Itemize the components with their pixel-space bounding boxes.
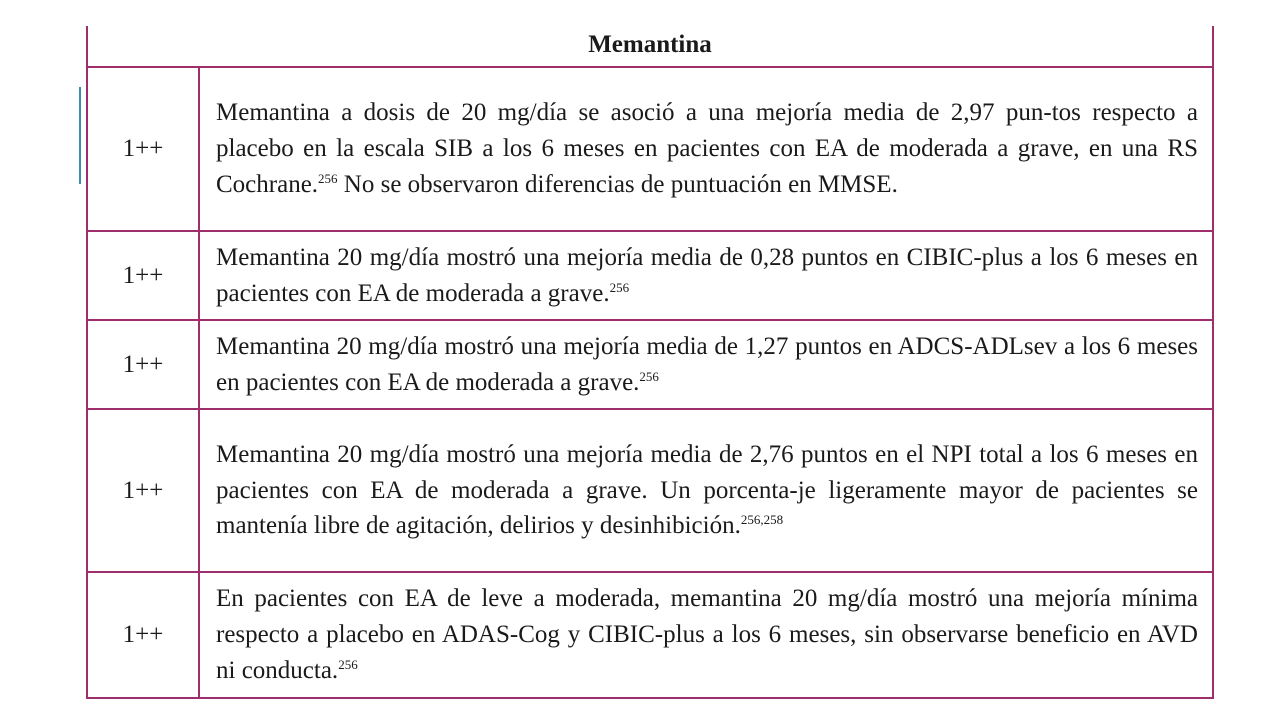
reference-superscript: 256: [338, 656, 358, 672]
evidence-level: 1++: [87, 67, 199, 231]
reference-superscript: 256: [318, 170, 338, 186]
evidence-text: [199, 572, 1213, 698]
reference-superscript: 256: [609, 279, 630, 295]
evidence-text: [199, 409, 1213, 572]
table-header-row: [87, 26, 1213, 67]
table-row: [87, 320, 1213, 409]
evidence-text-part: Memantina a dosis de 20 mg/día se asoció a una mejoría media de 2,97 pun-tos respecto a placebo en la escala SIB a los 6 meses en pacientes con EA de moderada a grave, en una RS Cochrane.: [216, 99, 1198, 198]
evidence-text-part: Memantina 20 mg/día mostró una mejoría media de 2,76 puntos en el NPI total a los 6 meses en pacientes con EA de moderada a grave. Un porcenta-je ligeramente mayor de pacientes se mantenía libre de agitación, delirios y desinhibición.: [216, 440, 1198, 540]
evidence-level: 1++: [87, 572, 199, 698]
evidence-table: [86, 26, 1214, 699]
evidence-level: 1++: [87, 231, 199, 320]
table-title: Memantina: [87, 26, 1213, 67]
evidence-level: 1++: [87, 320, 199, 409]
evidence-text-part: Memantina 20 mg/día mostró una mejoría media de 0,28 puntos en CIBIC-plus a los 6 meses en pacientes con EA de moderada a grave.: [216, 243, 1198, 307]
evidence-text: [199, 67, 1213, 231]
evidence-level: 1++: [87, 409, 199, 572]
evidence-text-part: Memantina 20 mg/día mostró una mejoría media de 1,27 puntos en ADCS-ADLsev a los 6 meses en pacientes con EA de moderada a grave.: [216, 332, 1198, 396]
evidence-text: [199, 231, 1213, 320]
table-row: [87, 409, 1213, 572]
evidence-text-part: En pacientes con EA de leve a moderada, memantina 20 mg/día mostró una mejoría mínima respecto a placebo en ADAS-Cog y CIBIC-plus a los 6 meses, sin observarse beneficio en AVD ni conducta.: [216, 585, 1198, 684]
evidence-text-part: No se observaron diferencias de puntuación en MMSE.: [337, 170, 898, 198]
evidence-text: [199, 320, 1213, 409]
reference-superscript: 256: [639, 368, 659, 384]
table-row: [87, 572, 1213, 698]
reference-superscript: 256,258: [740, 512, 784, 528]
margin-change-bar: [79, 87, 81, 184]
table-row: [87, 231, 1213, 320]
table-row: [87, 67, 1213, 231]
